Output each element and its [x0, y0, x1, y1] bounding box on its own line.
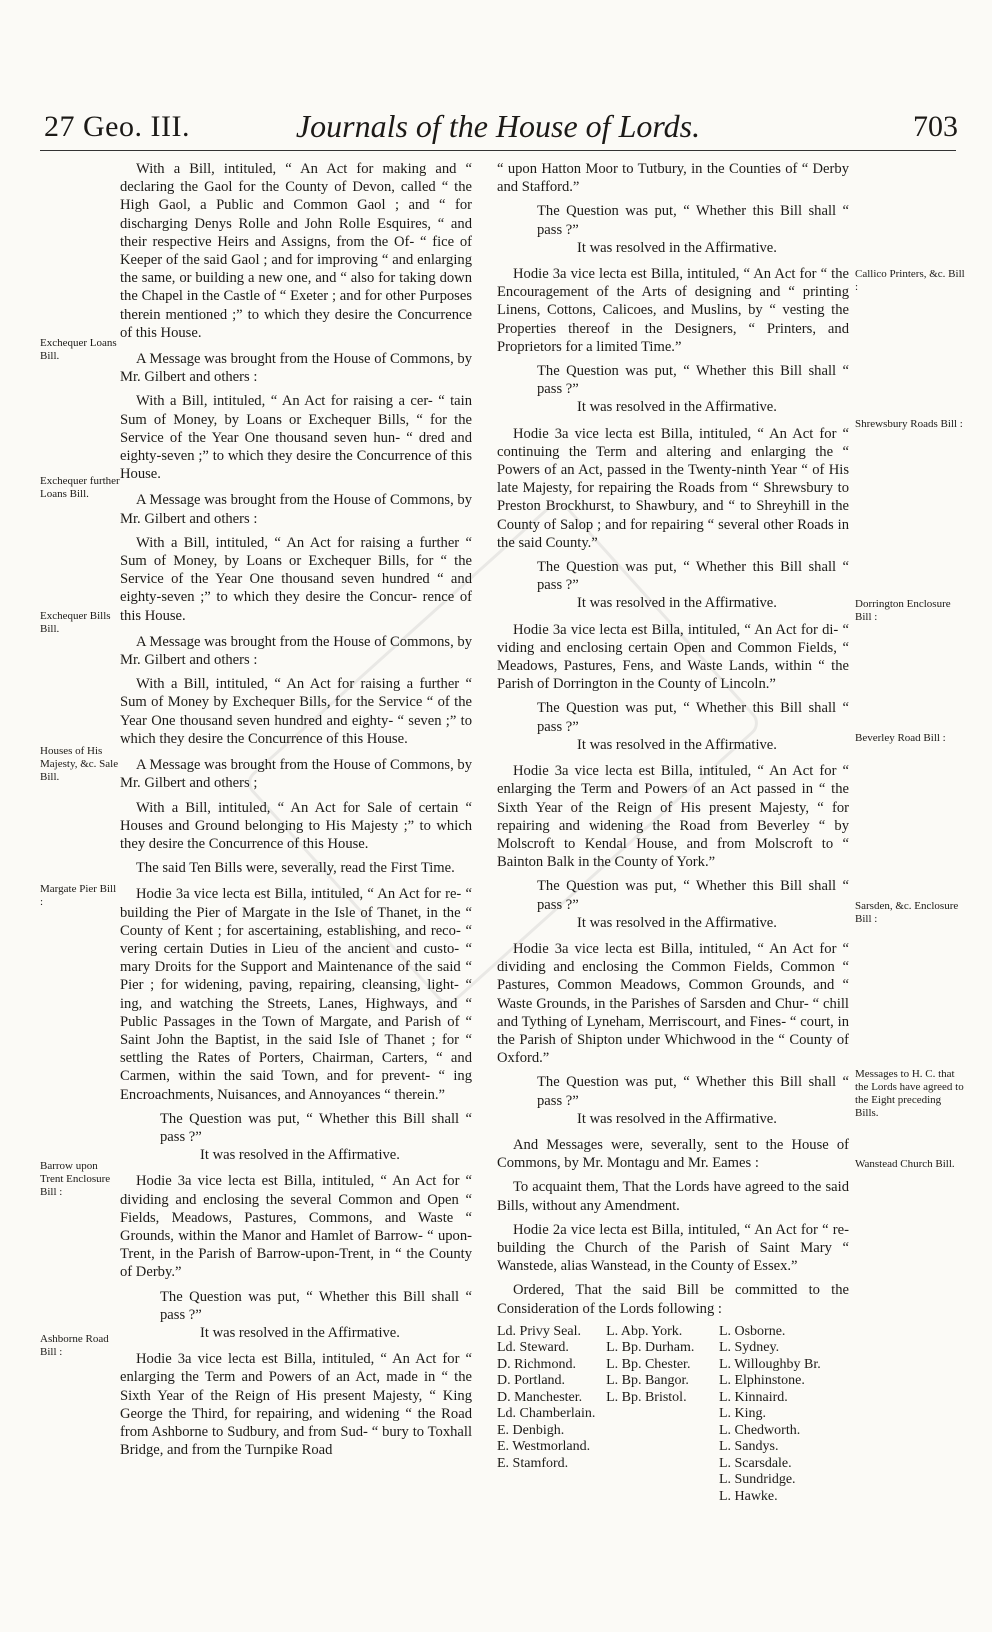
- resolution-line: It was resolved in the Affirmative.: [577, 399, 777, 416]
- left-column: [120, 160, 472, 1465]
- paragraph: With a Bill, intituled, “ An Act for raising a further “ Sum of Money by Exchequer Bills, for the Service “ of the Year One thousand seven hundred and eighty- “ seven ;” to which they desire the Concurrence of this House.: [120, 676, 472, 747]
- lord-name: L. Bp. Bristol.: [606, 1389, 687, 1405]
- paragraph: Hodie 3a vice lecta est Billa, intituled, “ An Act for “ the Encouragement of the Arts of designing and “ printing Linens, Cottons, Calicoes, and Muslins, by “ vesting the Properties thereof in the Designers, “ Printers, and Proprietors for a limited Time.”: [497, 266, 849, 355]
- paragraph: With a Bill, intituled, “ An Act for raising a further “ Sum of Money, by Loans or Exchequer Bills, for “ the Service of the Year One thousand seven hundred “ and eighty-seven ;” to which they desire the Concur- rence of this House.: [120, 534, 472, 624]
- margin-note: Shrewsbury Roads Bill :: [855, 418, 963, 430]
- margin-note: Exchequer further Loans Bill.: [40, 475, 120, 500]
- paragraph: Hodie 3a vice lecta est Billa, intituled, “ An Act for “ dividing and enclosing the Common Fields, Common “ Pastures, Common Meadows, Common Grounds, and “ Waste Grounds, in the Parishes of Sarsden and Chur- “ chill and Tything of Lyneham, Merriscourt, and Fines- “ court, in the Parish of Shipton under Whichwood in the “ County of Oxford.”: [497, 940, 849, 1067]
- lord-name: E. Westmorland.: [497, 1439, 591, 1455]
- margin-note: Dorrington Enclosure Bill :: [855, 598, 951, 623]
- lord-name: L. King.: [718, 1406, 766, 1422]
- lord-name: E. Denbigh.: [497, 1422, 565, 1438]
- paragraph: A Message was brought from the House of Commons, by Mr. Gilbert and others :: [120, 492, 472, 527]
- resolution-line: It was resolved in the Affirmative.: [577, 239, 777, 256]
- paragraph: Ordered, That the said Bill be committed to the Consideration of the Lords following :: [497, 1282, 849, 1317]
- margin-note: Margate Pier Bill :: [40, 883, 117, 908]
- paragraph: Hodie 2a vice lecta est Billa, intituled, “ An Act for “ re-building the Church of the Parish of Saint Mary “ Wanstede, alias Wanstead, in the County of Essex.”: [497, 1221, 849, 1275]
- header-rule: [40, 150, 956, 151]
- resolution-line: It was resolved in the Affirmative.: [577, 914, 777, 931]
- margin-note: Beverley Road Bill :: [855, 732, 946, 744]
- resolution-line: It was resolved in the Affirmative.: [577, 736, 777, 753]
- lord-name: L. Kinnaird.: [718, 1389, 788, 1405]
- lord-name: L. Bp. Chester.: [606, 1356, 691, 1372]
- paragraph: Hodie 3a vice lecta est Billa, intituled, “ An Act for di- “ viding and enclosing certain Open and Common Fields, “ Meadows, Pastures, Fens, and Waste Lands, within “ the Parish of Dorrington in the County of Lincoln.”: [497, 621, 849, 693]
- question-line: The Question was put, “ Whether this Bill shall “ pass ?”: [537, 203, 849, 238]
- paragraph: A Message was brought from the House of Commons, by Mr. Gilbert and others :: [120, 351, 472, 386]
- resolution-line: It was resolved in the Affirmative.: [577, 1110, 777, 1127]
- regnal-year: 27 Geo. III.: [44, 110, 190, 143]
- question-line: The Question was put, “ Whether this Bill shall “ pass ?”: [537, 559, 849, 594]
- paragraph: Hodie 3a vice lecta est Billa, intituled, “ An Act for re- “ building the Pier of Margate in the Isle of Thanet, in the “ County of Kent ; for ascertaining, establishing, and reco- “ vering certain Duties in Lieu of the ancient and custo- “ mary Droits for the Support and Maintenance of the said “ Pier ; for widening, paving, repairing, cleansing, light- “ ing, and watching the Streets, Lanes, Highways, and “ Public Passages in the Town of Margate, and Parish of “ Saint John the Baptist, in the said Isle of Thanet ; for “ settling the Rates of Porters, Chairman, Carters, “ and Carmen, within the said Town, and for prevent- “ ing Encroachments, Nuisances, and Annoyances “ therein.”: [120, 886, 472, 1103]
- paragraph: With a Bill, intituled, “ An Act for Sale of certain “ Houses and Ground belonging to His Majesty ;” to which they desire the Concurrence of this House.: [120, 799, 472, 852]
- lord-name: L. Bp. Bangor.: [606, 1373, 689, 1389]
- lord-name: D. Portland.: [497, 1373, 566, 1389]
- margin-note: Sarsden, &c. Enclosure Bill :: [855, 900, 959, 925]
- lord-name: L. Hawke.: [718, 1488, 778, 1504]
- question-line: The Question was put, “ Whether this Bill shall “ pass ?”: [160, 1110, 472, 1145]
- question-line: The Question was put, “ Whether this Bill shall “ pass ?”: [537, 700, 849, 735]
- lord-name: L. Willoughby Br.: [718, 1356, 821, 1372]
- lord-name: L. Chedworth.: [718, 1422, 801, 1438]
- lord-name: L. Abp. York.: [606, 1323, 683, 1339]
- resolution-line: It was resolved in the Affirmative.: [200, 1324, 400, 1341]
- paragraph: Hodie 3a vice lecta est Billa, intituled, “ An Act for “ continuing the Term and altering and enlarging the “ Powers of an Act, passed in the Twenty-ninth Year “ of His late Majesty, for repairing the Roads from “ Shrewsbury to Preston Brockhurst, to Shawbury, and “ to Shreyhill in the County of Salop ; and for repairing “ several other Roads in the said County.”: [497, 425, 849, 551]
- lords-committee-list: [497, 1324, 849, 1506]
- margin-note: Messages to H. C. that the Lords have agreed to the Eight preceding Bills.: [855, 1068, 964, 1119]
- paragraph: And Messages were, severally, sent to the House of Commons, by Mr. Montagu and Mr. Eames :: [497, 1136, 849, 1172]
- page-header: [38, 108, 958, 152]
- lord-name: Ld. Steward.: [497, 1340, 569, 1356]
- margin-note: Exchequer Bills Bill.: [40, 610, 111, 635]
- lord-name: E. Stamford.: [497, 1455, 569, 1471]
- margin-note: Exchequer Loans Bill.: [40, 337, 117, 362]
- right-column: [497, 160, 849, 1505]
- question-line: The Question was put, “ Whether this Bill shall “ pass ?”: [537, 363, 849, 398]
- margin-note: Wanstead Church Bill.: [855, 1158, 955, 1170]
- paragraph: To acquaint them, That the Lords have agreed to the said Bills, without any Amendment.: [497, 1179, 849, 1214]
- resolution-line: It was resolved in the Affirmative.: [200, 1147, 400, 1164]
- paragraph: A Message was brought from the House of Commons, by Mr. Gilbert and others :: [120, 633, 472, 669]
- paragraph: Hodie 3a vice lecta est Billa, intituled, “ An Act for “ enlarging the Term and Powers of an Act passed in “ the Sixth Year of the Reign of His present Majesty, “ for repairing and widening the Road from Beverley “ by Molscroft to Kendal House, and from Molscroft to “ Bainton Balk in the County of York.”: [497, 763, 849, 871]
- margin-note: Ashborne Road Bill :: [40, 1333, 109, 1358]
- lord-name: D. Manchester.: [497, 1389, 583, 1405]
- lord-name: Ld. Chamberlain.: [497, 1406, 596, 1422]
- journal-title: Journals of the House of Lords.: [295, 108, 701, 144]
- lords-column: [719, 1324, 849, 1506]
- question-line: The Question was put, “ Whether this Bill shall “ pass ?”: [537, 878, 849, 913]
- lord-name: D. Richmond.: [497, 1356, 576, 1372]
- lord-name: L. Sandys.: [718, 1439, 779, 1455]
- paragraph: With a Bill, intituled, “ An Act for making and “ declaring the Gaol for the County of Devon, called “ the High Gaol, a Public and Common Gaol ; and “ for discharging Denys Rolle and John Rolle Esquires, “ and their respective Heirs and Assigns, from the Of- “ fice of Keeper of the said Gaol ; and for improving “ and enlarging the same, or building a new one, and “ also for taking down the Chapel in the Castle of “ Exeter ; and for other Purposes therein mentioned ;” to which they desire the Concurrence of this House.: [120, 161, 472, 341]
- paragraph: Hodie 3a vice lecta est Billa, intituled, “ An Act for “ dividing and enclosing the several Common and Open “ Fields, Meadows, Pastures, Commons, and Waste “ Grounds, within the Manor and Hamlet of Barrow- “ upon-Trent, in the Parish of Barrow-upon-Trent, in “ the County of Derby.”: [120, 1173, 472, 1281]
- lord-name: L. Elphinstone.: [718, 1373, 805, 1389]
- lords-column: [497, 1324, 606, 1506]
- margin-note: Barrow upon Trent Enclosure Bill :: [40, 1160, 111, 1198]
- lord-name: L. Sydney.: [718, 1340, 780, 1356]
- paragraph: The said Ten Bills were, severally, read the First Time.: [136, 860, 455, 877]
- paragraph: “ upon Hatton Moor to Tutbury, in the Counties of “ Derby and Stafford.”: [497, 161, 849, 196]
- margin-note: Callico Printers, &c. Bill :: [855, 268, 965, 293]
- paragraph: Hodie 3a vice lecta est Billa, intituled, “ An Act for “ enlarging the Term and Powers of an Act, made in “ the Sixth Year of the Reign of His present Majesty, “ King George the Third, for repairing, and widening “ the Road from Ashborne to Sudbury, and from Sud- “ bury to Toxhall Bridge, and from the Turnpike Road: [120, 1351, 472, 1459]
- question-line: The Question was put, “ Whether this Bill shall “ pass ?”: [160, 1288, 472, 1323]
- lord-name: L. Osborne.: [718, 1323, 786, 1339]
- paragraph: With a Bill, intituled, “ An Act for raising a cer- “ tain Sum of Money, by Loans or Exchequer Bills, “ for the Service of the Year One thousand seven hun- “ dred and eighty-seven ;” to which they desire the Concurrence of this House.: [120, 393, 472, 483]
- question-line: The Question was put, “ Whether this Bill shall “ pass ?”: [537, 1074, 849, 1109]
- lord-name: Ld. Privy Seal.: [497, 1323, 581, 1339]
- lord-name: L. Bp. Durham.: [606, 1340, 695, 1356]
- page-number: 703: [913, 110, 958, 143]
- lord-name: L. Sundridge.: [718, 1472, 796, 1488]
- lords-column: [606, 1324, 719, 1506]
- resolution-line: It was resolved in the Affirmative.: [577, 595, 777, 612]
- paragraph: A Message was brought from the House of Commons, by Mr. Gilbert and others ;: [120, 757, 472, 792]
- margin-note: Houses of His Majesty, &c. Sale Bill.: [40, 745, 119, 783]
- lord-name: L. Scarsdale.: [718, 1455, 792, 1471]
